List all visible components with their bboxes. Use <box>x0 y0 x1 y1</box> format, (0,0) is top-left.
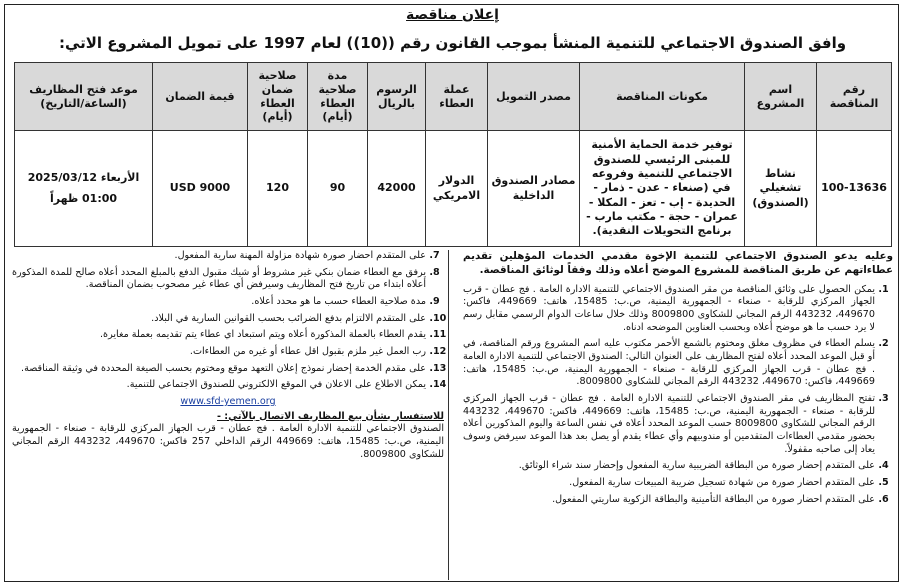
inquiry-title: للاستفسار بشأن بيع المظاريف الاتصال بالآتي: - <box>216 410 444 422</box>
list-item: 7. على المتقدم احضار صورة شهادة مزاولة المهنة سارية المفعول. <box>12 250 426 263</box>
list-item: 1. يمكن الحصول على وثائق المناقصة من مقر الصندوق الاجتماعي للتنمية الادارة العامة . فج عطان - قرب الجهاز المركزي للرقابة - صنعاء - الجمهورية اليمنية، ص.ب: 15485، هاتف: 449669، فاكس: 449670، 443232 الرقم المجاني للشكاوى 8009800 وذلك خلال ساعات الدوام الرسمي مقابل رسم لا يرد حسب ما هو موضح أعلاه وبحسب العناوين الموضحه ادناه. <box>463 284 875 335</box>
header-project-name: اسم المشروع <box>745 63 817 131</box>
list-item: 9. مدة صلاحية العطاء حسب ما هو محدد أعلاه. <box>12 296 426 309</box>
cell-opening-date <box>15 131 153 247</box>
column-divider <box>448 250 449 580</box>
invitation-text: وعليه يدعو الصندوق الاجتماعي للتنمية الإخوة مقدمي الخدمات المؤهلين تقديم عطاءاتهم عن طريق المناقصة للمشروع الموضح أعلاه وذلك وفقاً لوثائق المناقصة. <box>463 250 893 276</box>
inquiry-body: الصندوق الاجتماعي للتنمية الادارة العامة . فج عطان - قرب الجهاز المركزي للرقابة - صنعاء - الجمهورية اليمنية، ص.ب: 15485، هاتف: 449669 الرقم الداخلي 257 فاكس: 449670، 443232 الرقم المجاني للشكاوى 8009800. <box>12 423 444 460</box>
cell-currency: الدولار الامريكي <box>426 131 488 247</box>
page-title: إعلان مناقصة <box>406 7 499 23</box>
header-opening-date: موعد فتح المظاريف (الساعة/التاريخ) <box>15 63 153 131</box>
list-item: 14. يمكن الاطلاع على الاعلان في الموقع الالكتروني للصندوق الاجتماعي للتنمية. <box>12 379 426 392</box>
list-item: 3. تفتح المظاريف في مقر الصندوق الاجتماعي للتنمية الادارة العامة . فج عطان - قرب الجهاز المركزي للرقابة - صنعاء - الجمهورية اليمنية، ص.ب: 15485، هاتف: 449669، فاكس: 449670، 443232 الرقم المجاني للشكاوى 8009800 حسب الموعد المحدد أعلاه في نفس الساعة واليوم المذكورين أعلاه بحضور مقدمي العطاءات المتقدمين أو مندوبيهم وأي عطاء يقدم أو يصل بعد هذا الموعد سيرفض وسوف يعاد إلى صاحبه مقفولاً. <box>463 393 875 456</box>
list-item: 13. على مقدم الخدمة إحضار نموذج إعلان التعهد موقع ومختوم بحسب الصيغة المحددة في وثيقة المناقصة. <box>12 363 426 376</box>
header-currency: عملة العطاء <box>426 63 488 131</box>
table-header-row <box>15 63 892 131</box>
list-item: 5. على المتقدم احضار صورة من شهادة تسجيل ضريبة المبيعات سارية المفعول. <box>463 477 875 490</box>
cell-funding-source: مصادر الصندوق الداخلية <box>488 131 580 247</box>
header-guarantee-value: قيمة الضمان <box>153 63 248 131</box>
opening-date: الأربعاء 2025/03/12 <box>27 171 140 185</box>
list-item: 6. على المتقدم احضار صورة من البطاقة التأمينية والبطاقة الزكوية ساريتي المفعول. <box>463 494 875 507</box>
cell-validity: 90 <box>308 131 368 247</box>
list-item: 2. يسلم العطاء في مظروف مغلق ومختوم بالشمع الأحمر مكتوب عليه اسم المشروع ورقم المناقصة، في أو قبل الموعد المحدد أعلاه لفتح المظاريف على العنوان التالي: الصندوق الاجتماعي للتنمية الادارة العامة . فج عطان - قرب الجهاز المركزي للرقابة - صنعاء - الجمهورية اليمنية، ص.ب: 15485، هاتف: 449669، فاكس: 449670، 443232 الرقم المجاني للشكاوى 8009800. <box>463 338 875 389</box>
cell-project-name: نشاط تشغيلي (الصندوق) <box>745 131 817 247</box>
header-fees: الرسوم بالريال <box>368 63 426 131</box>
cell-guarantee-validity: 120 <box>248 131 308 247</box>
header-tender-no: رقم المناقصة <box>817 63 892 131</box>
conditions-list-right <box>463 284 893 507</box>
page-subtitle: وافق الصندوق الاجتماعي للتنمية المنشأ بموجب القانون رقم ((10)) لعام 1997 على تمويل المشروع الاتي: <box>58 34 847 52</box>
list-item: 11. يقدم العطاء بالعملة المذكورة أعلاه ويتم استبعاد اي عطاء يتم تقديمه بعملة مغايرة. <box>12 329 426 342</box>
list-item: 10. على المتقدم الالتزام بدفع الضرائب بحسب القوانين السارية في البلاد. <box>12 313 426 326</box>
cell-fees: 42000 <box>368 131 426 247</box>
header-validity: مدة صلاحية العطاء (أيام) <box>308 63 368 131</box>
list-item: 12. رب العمل غير ملزم بقبول اقل عطاء أو غيره من العطاءات. <box>12 346 426 359</box>
list-item: 4. على المتقدم إحضار صورة من البطاقة الضريبية سارية المفعول وإحضار سند شراء الوثائق. <box>463 460 875 473</box>
conditions-list-left <box>12 250 444 392</box>
right-column <box>463 250 893 580</box>
cell-tender-no: 100-13636 <box>817 131 892 247</box>
header-funding-source: مصدر التمويل <box>488 63 580 131</box>
list-item: 8. يرفق مع العطاء ضمان بنكي غير مشروط أو شيك مقبول الدفع بالمبلغ المحدد أعلاه صالح للمدة المذكورة أعلاه ابتداء من تاريخ فتح المظاريف وسيرفض أي عطاء غير مصحوب بضمان المناقصة. <box>12 267 426 292</box>
cell-components: توفير خدمة الحماية الأمنية للمبنى الرئيسي للصندوق الاجتماعي للتنمية وفروعه في (صنعاء - عدن - ذمار - الحديدة - إب - تعز - المكلا - عمران - حجة - مكتب مارب - برنامج التحويلات النقدية). <box>580 131 745 247</box>
left-column <box>12 250 444 580</box>
header-components: مكونات المناقصة <box>580 63 745 131</box>
cell-guarantee-value: USD 9000 <box>153 131 248 247</box>
opening-time: 01:00 ظهراً <box>49 191 118 205</box>
website-link[interactable]: www.sfd-yemen.org <box>180 395 276 407</box>
header-guarantee-validity: صلاحية ضمان العطاء (أيام) <box>248 63 308 131</box>
tender-table <box>14 62 892 247</box>
table-row <box>15 131 892 247</box>
